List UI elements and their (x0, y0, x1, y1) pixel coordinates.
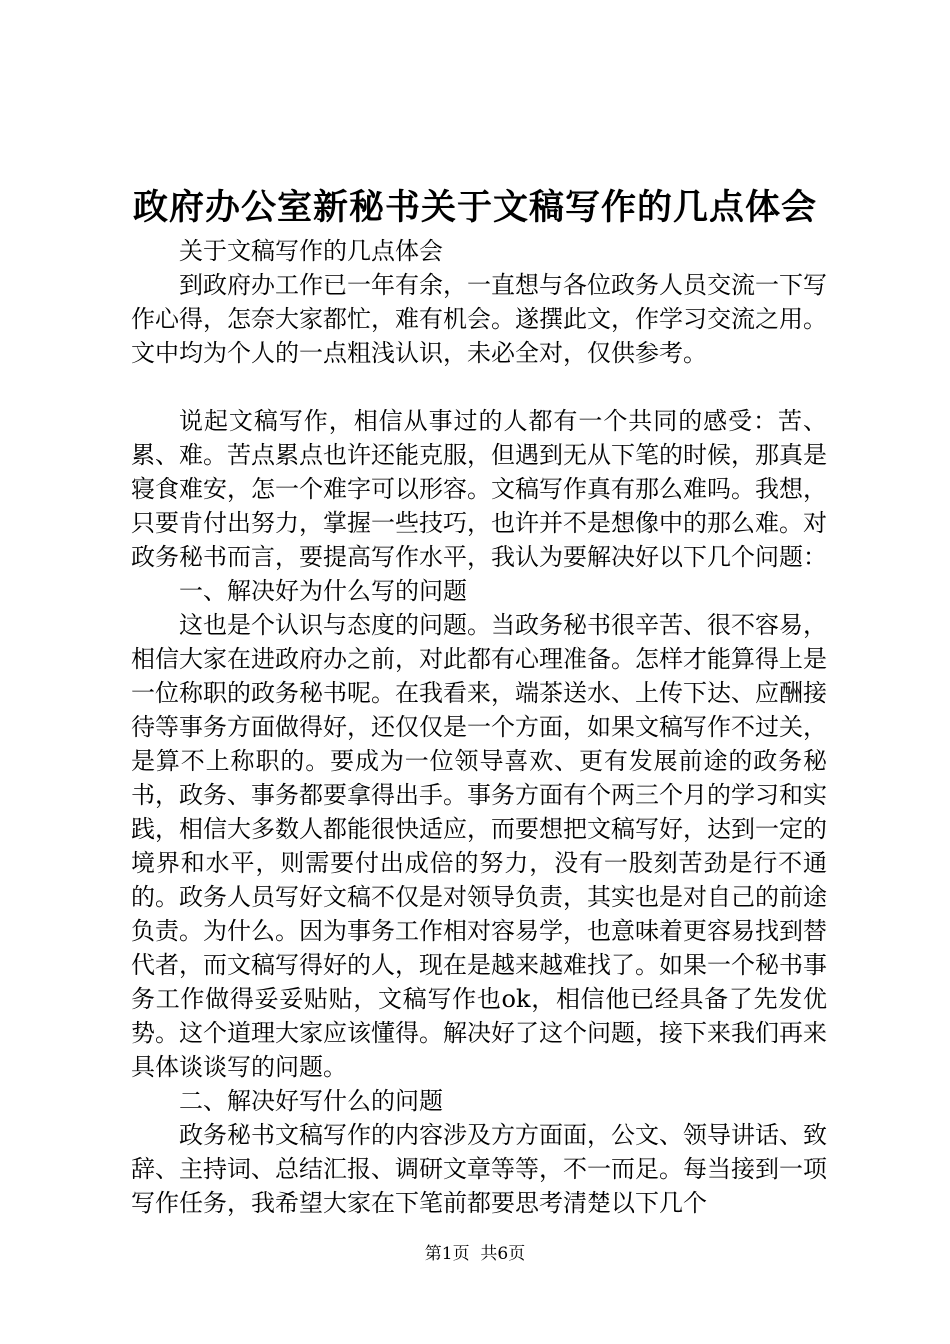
section-heading-1: 一、解决好为什么写的问题 (179, 577, 467, 605)
paragraph-intro: 到政府办工作已一年有余，一直想与各位政务人员交流一下写作心得，怎奈大家都忙，难有机会。遂撰此文，作学习交流之用。文中均为个人的一点粗浅认识，未必全对，仅供参考。 (131, 271, 827, 367)
paragraph-subtitle: 关于文稿写作的几点体会 (179, 237, 443, 265)
page-footer: 第1页 共6页 (424, 1244, 526, 1264)
paragraph-why-write: 这也是个认识与态度的问题。当政务秘书很辛苦、很不容易，相信大家在进政府办之前，对此都有心理准备。怎样才能算得上是一位称职的政务秘书呢。在我看来，端茶送水、上传下达、应酬接待等事务方面做得好，还仅仅是一个方面，如果文稿写作不过关，是算不上称职的。要成为一位领导喜欢、更有发展前途的政务秘书，政务、事务都要拿得出手。事务方面有个两三个月的学习和实践，相信大多数人都能很快适应，而要想把文稿写好，达到一定的境界和水平，则需要付出成倍的努力，没有一股刻苦劲是行不通的。政务人员写好文稿不仅是对领导负责，其实也是对自己的前途负责。为什么。因为事务工作相对容易学，也意味着更容易找到替代者，而文稿写得好的人，现在是越来越难找了。如果一个秘书事务工作做得妥妥贴贴，文稿写作也ok，相信他已经具备了先发优势。这个道理大家应该懂得。解决好了这个问题，接下来我们再来具体谈谈写的问题。 (131, 611, 827, 1081)
document-title: 政府办公室新秘书关于文稿写作的几点体会 (132, 187, 817, 228)
paragraph-difficulty: 说起文稿写作，相信从事过的人都有一个共同的感受：苦、累、难。苦点累点也许还能克服，但遇到无从下笔的时候，那真是寝食难安，怎一个难字可以形容。文稿写作真有那么难吗。我想，只要肯付出努力，掌握一些技巧，也许并不是想像中的那么难。对政务秘书而言，要提高写作水平，我认为要解决好以下几个问题： (131, 407, 827, 571)
document-body (131, 234, 827, 1220)
section-heading-2: 二、解决好写什么的问题 (179, 1087, 443, 1115)
paragraph-what-write: 政务秘书文稿写作的内容涉及方方面面，公文、领导讲话、致辞、主持词、总结汇报、调研文章等等，不一而足。每当接到一项写作任务，我希望大家在下笔前都要思考清楚以下几个 (131, 1121, 827, 1217)
